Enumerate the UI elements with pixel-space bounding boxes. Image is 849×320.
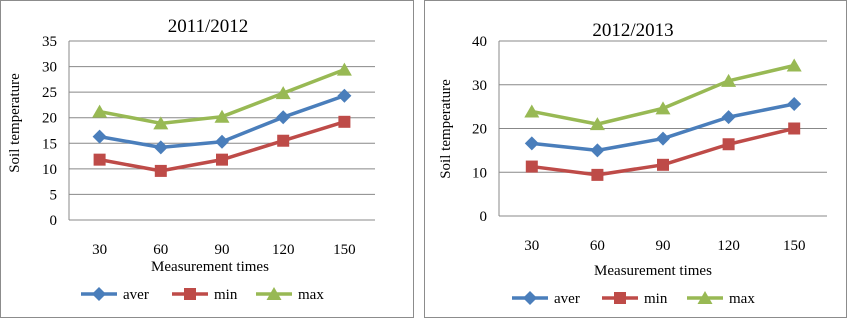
y-tick-label: 40: [472, 34, 487, 50]
data-point-aver: [337, 89, 351, 103]
data-point-aver: [276, 110, 290, 124]
x-tick-label: 30: [92, 242, 108, 258]
legend-marker-aver: [523, 291, 537, 305]
chart-panel-2011-2012: [0, 0, 414, 318]
y-tick-label: 25: [42, 85, 57, 102]
x-axis-label: Measurement times: [594, 263, 712, 279]
legend-marker-min: [614, 292, 626, 304]
y-axis-label: Soil temperature: [438, 79, 454, 179]
data-point-min: [216, 154, 228, 166]
x-tick-label: 30: [524, 238, 540, 254]
y-tick-label: 10: [472, 165, 487, 182]
x-axis-label: Measurement times: [151, 259, 269, 275]
x-tick-label: 150: [782, 238, 806, 254]
data-point-aver: [93, 130, 107, 144]
legend-label-max: max: [729, 291, 755, 307]
y-tick-label: 30: [42, 59, 57, 76]
legend-label-min: min: [644, 291, 668, 307]
y-tick-label: 30: [472, 77, 487, 94]
y-tick-label: 20: [472, 121, 487, 138]
y-axis-label: Soil temperature: [7, 73, 23, 173]
y-tick-label: 5: [49, 187, 57, 204]
chart-title: 2012/2013: [592, 20, 674, 41]
legend-label-max: max: [298, 287, 324, 303]
data-point-min: [155, 165, 167, 177]
data-point-aver: [656, 132, 670, 146]
chart-title: 2011/2012: [167, 16, 249, 37]
data-point-min: [788, 123, 800, 135]
data-point-min: [657, 159, 669, 171]
y-tick-label: 15: [42, 136, 57, 153]
data-point-min: [338, 116, 350, 128]
data-point-aver: [722, 110, 736, 124]
x-tick-label: 90: [214, 242, 230, 258]
y-tick-label: 20: [42, 110, 57, 127]
y-tick-label: 35: [42, 34, 57, 50]
series-line-max: [532, 66, 794, 125]
x-tick-label: 60: [589, 238, 605, 254]
chart-svg-2011-2012: [1, 1, 415, 319]
chart-panel-2012-2013: [424, 0, 847, 318]
y-tick-label: 0: [479, 209, 487, 225]
x-tick-label: 120: [271, 242, 295, 258]
data-point-min: [723, 138, 735, 150]
legend-marker-aver: [92, 287, 106, 301]
data-point-aver: [215, 135, 229, 149]
y-tick-label: 10: [42, 161, 57, 178]
data-point-aver: [787, 97, 801, 111]
legend-marker-min: [184, 288, 196, 300]
data-point-min: [526, 161, 538, 173]
data-point-aver: [154, 140, 168, 154]
data-point-min: [94, 154, 106, 166]
data-point-max: [337, 63, 352, 76]
data-point-min: [277, 135, 289, 147]
legend-label-aver: aver: [123, 287, 149, 303]
data-point-min: [591, 169, 603, 181]
legend-label-aver: aver: [554, 291, 580, 307]
x-tick-label: 60: [153, 242, 169, 258]
legend-label-min: min: [214, 287, 238, 303]
data-point-aver: [525, 136, 539, 150]
x-tick-label: 150: [333, 242, 356, 258]
x-tick-label: 90: [655, 238, 671, 254]
x-tick-label: 120: [717, 238, 740, 254]
y-tick-label: 0: [49, 213, 57, 229]
chart-svg-2012-2013: [425, 1, 848, 319]
data-point-aver: [590, 143, 604, 157]
